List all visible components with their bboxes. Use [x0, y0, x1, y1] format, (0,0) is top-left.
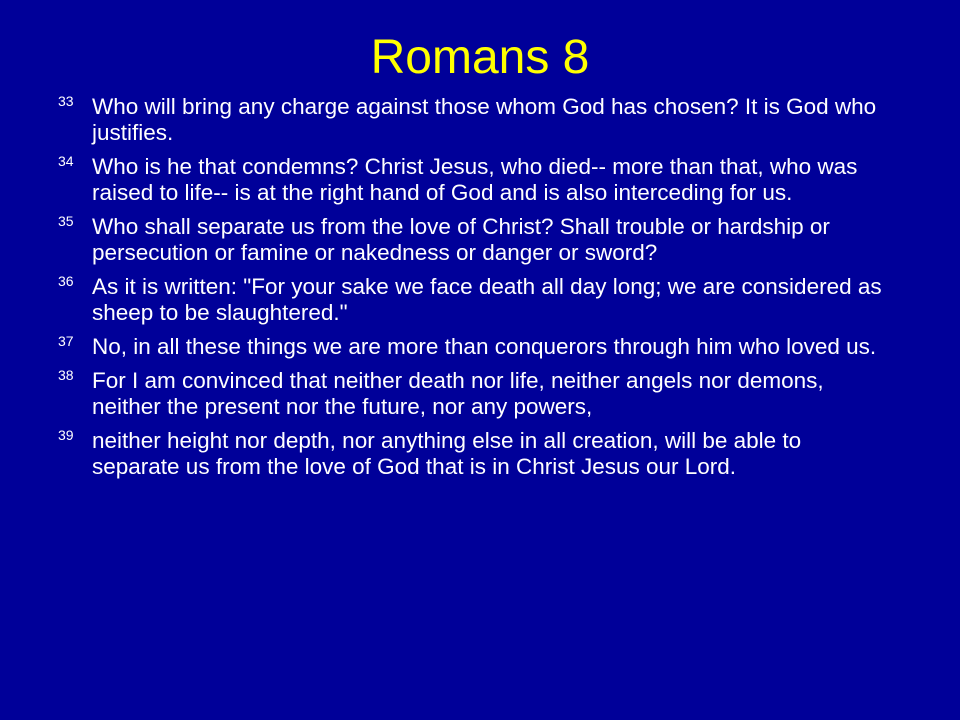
verse-text: Who is he that condemns? Christ Jesus, who died-- more than that, who was raised to life-- is at the right hand of God and is also interceding for us. [92, 154, 858, 205]
verse-item [58, 334, 888, 360]
verse-text: neither height nor depth, nor anything else in all creation, will be able to separate us from the love of God that is in Christ Jesus our Lord. [92, 428, 802, 479]
verse-number: 37 [58, 333, 74, 349]
verse-item [58, 154, 888, 206]
slide-title: Romans 8 [370, 31, 590, 84]
verse-number: 39 [58, 427, 74, 443]
verse-item [58, 428, 888, 480]
verse-number: 34 [58, 153, 74, 169]
verse-text: As it is written: "For your sake we face death all day long; we are considered as sheep to be slaughtered." [92, 274, 882, 325]
verse-number: 38 [58, 367, 74, 383]
verse-text: For I am convinced that neither death nor life, neither angels nor demons, neither the present nor the future, nor any powers, [92, 368, 824, 419]
verse-list [58, 94, 888, 488]
verse-item [58, 214, 888, 266]
verse-number: 36 [58, 273, 74, 289]
verse-text: Who will bring any charge against those whom God has chosen? It is God who justifies. [92, 94, 877, 145]
verse-item [58, 368, 888, 420]
verse-number: 33 [58, 93, 74, 109]
verse-text: No, in all these things we are more than conquerors through him who loved us. [92, 334, 877, 359]
verse-text: Who shall separate us from the love of Christ? Shall trouble or hardship or persecution or famine or nakedness or danger or sword? [92, 214, 830, 265]
verse-item [58, 274, 888, 326]
verse-item [58, 94, 888, 146]
verse-number: 35 [58, 213, 74, 229]
